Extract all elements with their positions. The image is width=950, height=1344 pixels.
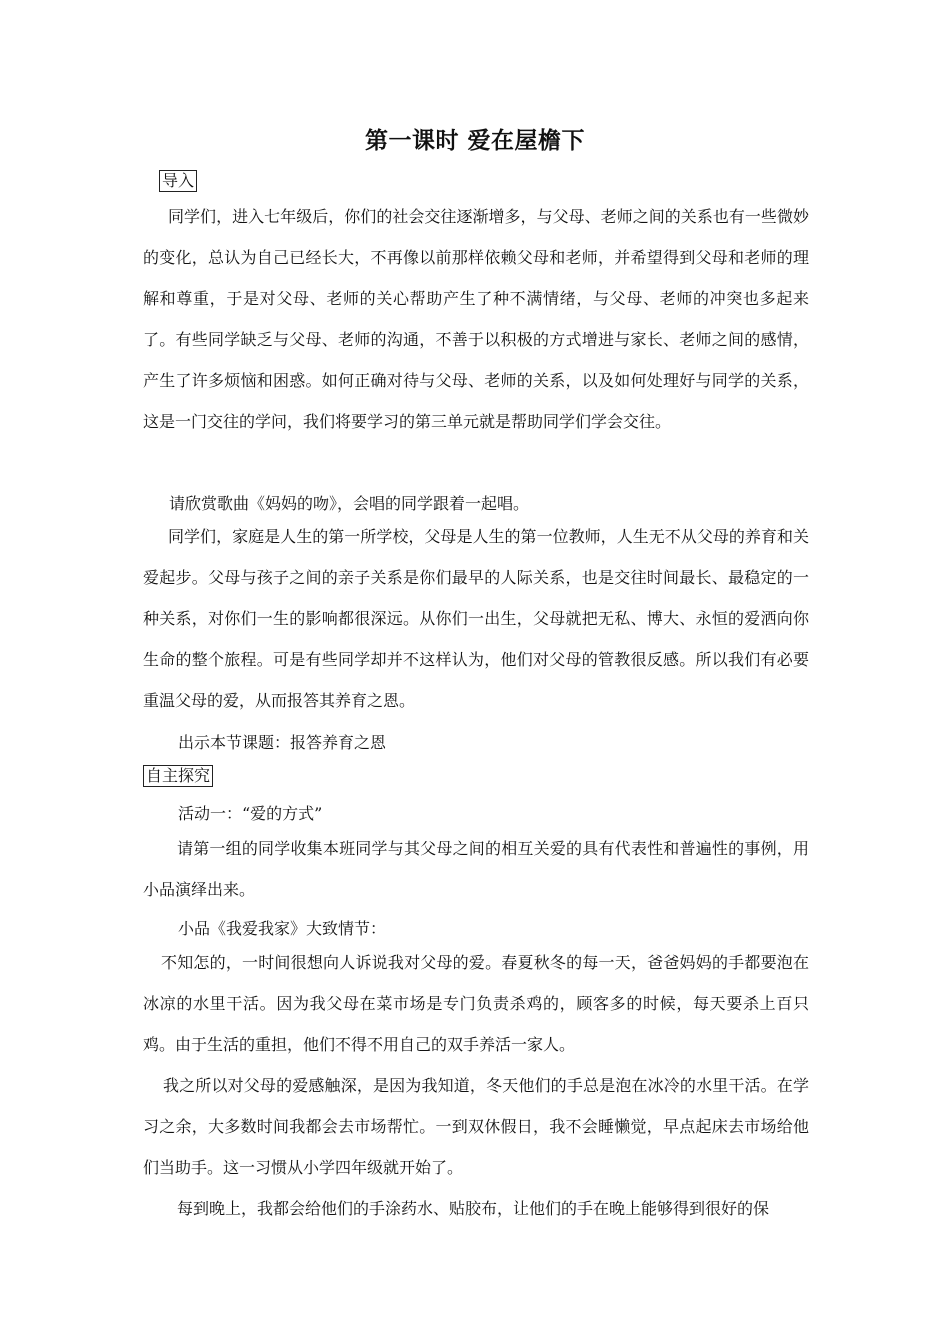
story-paragraph-1: 不知怎的，一时间很想向人诉说我对父母的爱。春夏秋冬的每一天，爸爸妈妈的手都要泡在冰凉的水里干活。因为我父母在菜市场是专门负责杀鸡的，顾客多的时候，每天要杀上百只鸡。由于生活的重担，他们不得不用自己的双手养活一家人。: [143, 953, 809, 1054]
skit-line: 小品《我爱我家》大致情节：: [178, 919, 387, 938]
song-line: 请欣赏歌曲《妈妈的吻》，会唱的同学跟着一起唱。: [169, 494, 530, 513]
page-title: 第一课时 爱在屋檐下: [364, 127, 585, 154]
story-paragraph-2: 我之所以对父母的爱感触深，是因为我知道，冬天他们的手总是泡在冰冷的水里干活。在学习之余，大多数时间我都会去市场帮忙。一到双休假日，我不会睡懒觉，早点起床去市场给他们当助手。这一习惯从小学四年级就开始了。: [143, 1076, 809, 1177]
section-label-explore: 自主探究: [143, 765, 213, 787]
activity-line: 活动一：“爱的方式”: [178, 804, 323, 823]
topic-line: 出示本节课题：报答养育之恩: [178, 733, 387, 752]
task-paragraph: 请第一组的同学收集本班同学与其父母之间的相互关爱的具有代表性和普遍性的事例，用小品演绎出来。: [143, 839, 809, 899]
family-paragraph: 同学们，家庭是人生的第一所学校，父母是人生的第一位教师，人生无不从父母的养育和关爱起步。父母与孩子之间的亲子关系是你们最早的人际关系，也是交往时间最长、最稳定的一种关系，对你们一生的影响都很深远。从你们一出生，父母就把无私、博大、永恒的爱洒向你生命的整个旅程。可是有些同学却并不这样认为，他们对父母的管教很反感。所以我们有必要重温父母的爱，从而报答其养育之恩。: [143, 527, 809, 710]
story-paragraph-3: 每到晚上，我都会给他们的手涂药水、贴胶布，让他们的手在晚上能够得到很好的保: [177, 1199, 770, 1218]
intro-paragraph: 同学们，进入七年级后，你们的社会交往逐渐增多，与父母、老师之间的关系也有一些微妙的变化，总认为自己已经长大，不再像以前那样依赖父母和老师，并希望得到父母和老师的理解和尊重，于是对父母、老师的关心帮助产生了种不满情绪，与父母、老师的冲突也多起来了。有些同学缺乏与父母、老师的沟通，不善于以积极的方式增进与家长、老师之间的感情，产生了许多烦恼和困惑。如何正确对待与父母、老师的关系，以及如何处理好与同学的关系，这是一门交往的学问，我们将要学习的第三单元就是帮助同学们学会交往。: [143, 207, 809, 431]
section-label-intro: 导入: [159, 170, 197, 192]
